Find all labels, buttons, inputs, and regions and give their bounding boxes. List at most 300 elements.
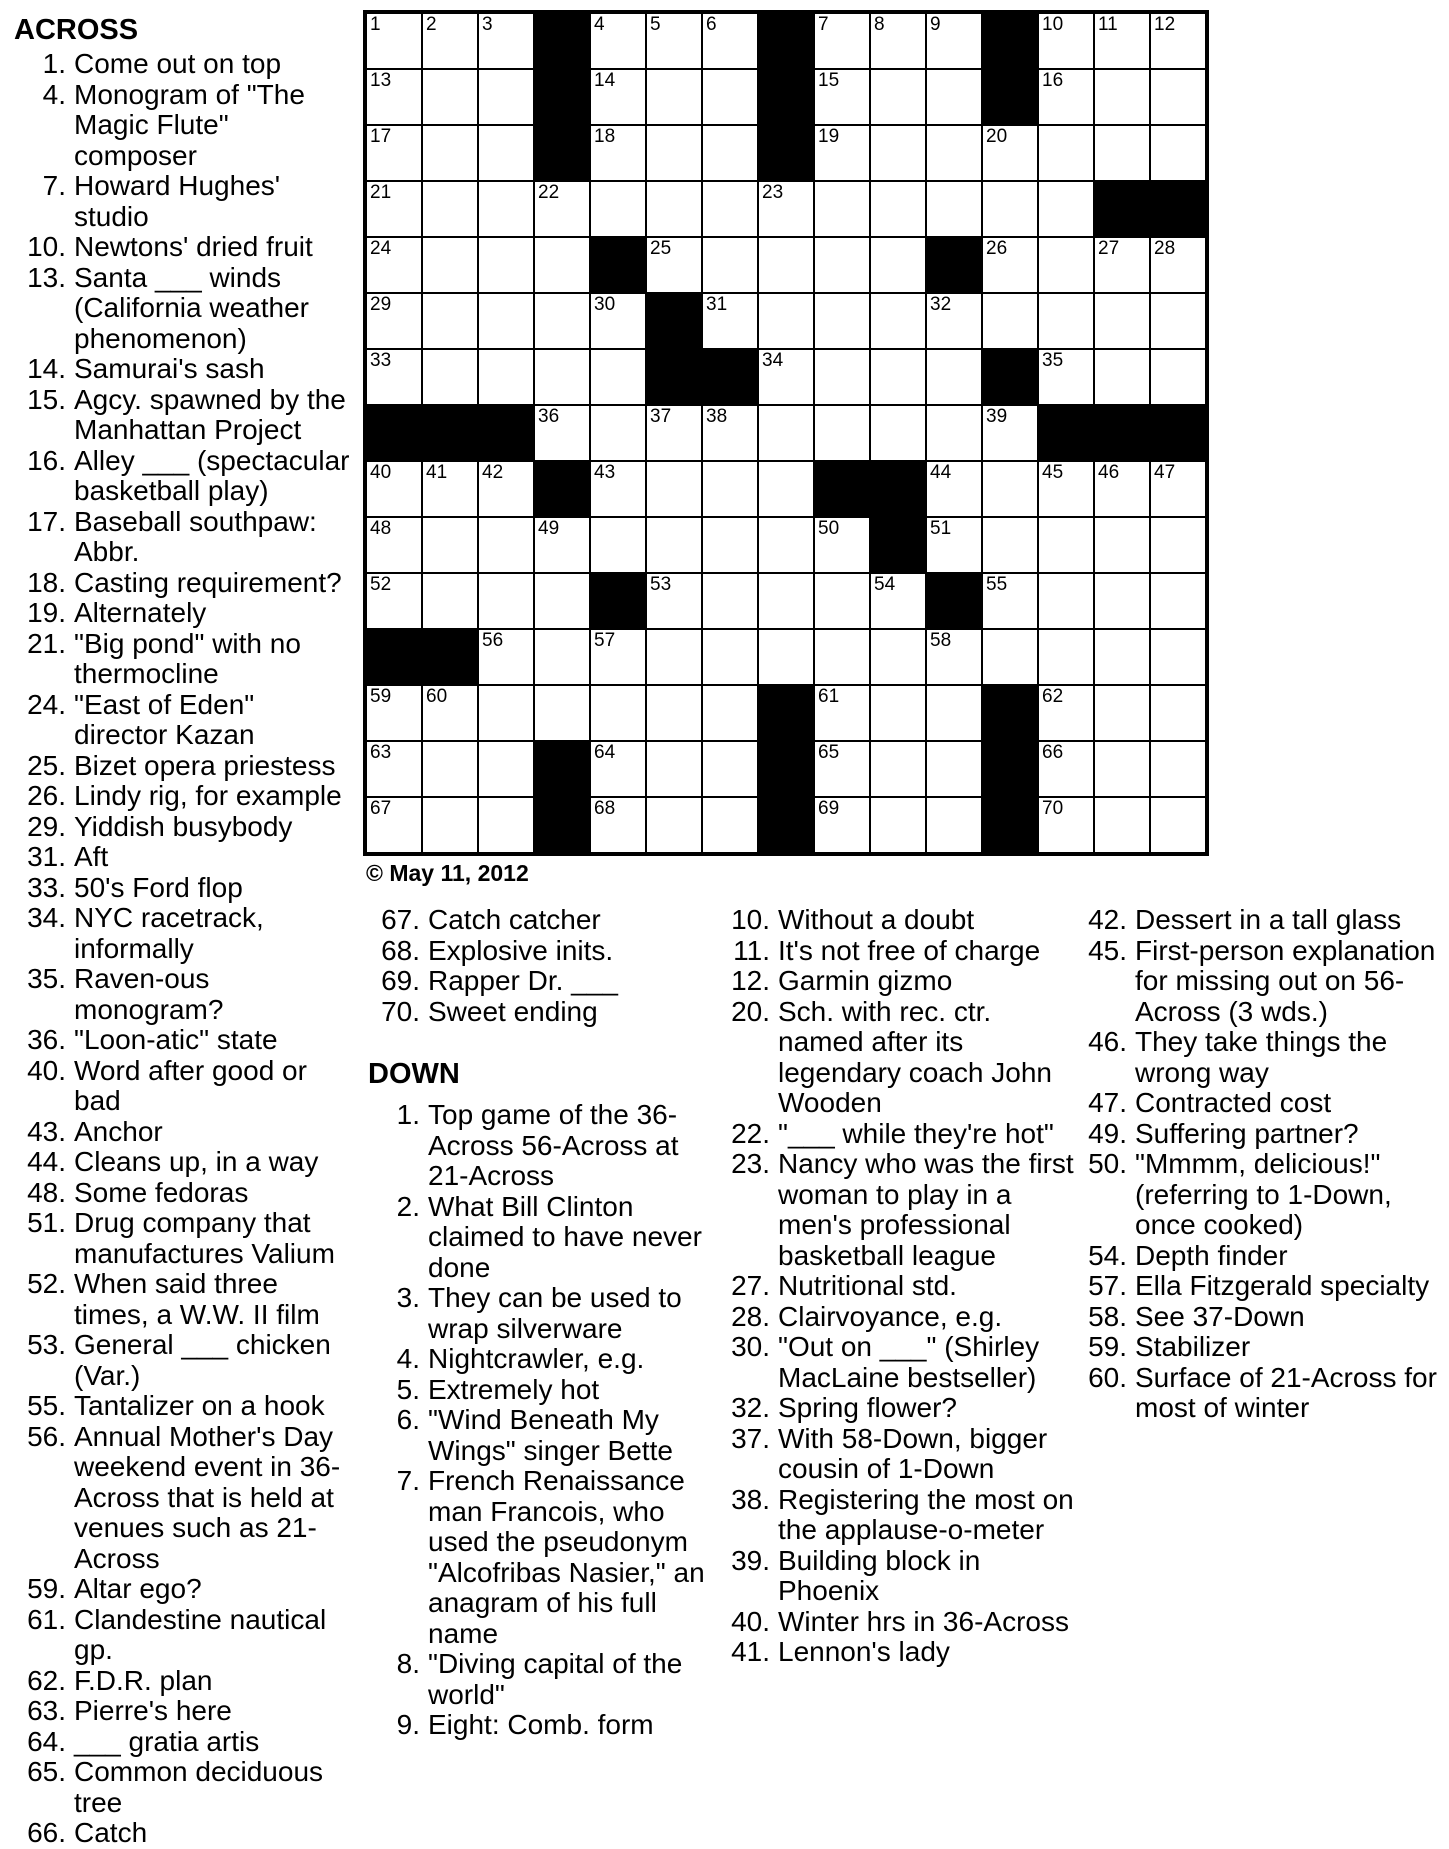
grid-cell[interactable] <box>815 14 869 68</box>
grid-cell[interactable] <box>815 518 869 572</box>
grid-cell[interactable] <box>591 350 645 404</box>
grid-cell[interactable] <box>535 294 589 348</box>
grid-cell[interactable] <box>1095 518 1149 572</box>
grid-cell[interactable] <box>1151 742 1205 796</box>
grid-cell[interactable] <box>815 686 869 740</box>
grid-cell[interactable] <box>871 406 925 460</box>
grid-cell[interactable] <box>1151 518 1205 572</box>
grid-cell[interactable] <box>591 462 645 516</box>
grid-cell[interactable] <box>647 630 701 684</box>
clue-text: Sch. with rec. ctr. named after its legendary coach John Wooden <box>778 995 1052 1118</box>
grid-cell[interactable] <box>1095 630 1149 684</box>
grid-cell[interactable] <box>815 294 869 348</box>
grid-cell[interactable] <box>703 574 757 628</box>
down-heading: DOWN <box>368 1058 460 1090</box>
clue-text: When said three times, a W.W. II film <box>74 1268 320 1330</box>
grid-cell-black <box>815 462 869 516</box>
grid-cell[interactable] <box>703 70 757 124</box>
grid-cell[interactable] <box>871 14 925 68</box>
grid-cell[interactable] <box>647 518 701 572</box>
grid-cell-number: 13 <box>370 70 392 91</box>
grid-cell[interactable] <box>1039 126 1093 180</box>
clue-item <box>14 385 354 446</box>
clue-number: 3. <box>396 1282 420 1313</box>
grid-cell[interactable] <box>1039 294 1093 348</box>
clue-item <box>14 1025 354 1056</box>
clue-text: Stabilizer <box>1135 1331 1251 1362</box>
grid-cell[interactable] <box>367 14 421 68</box>
grid-cell[interactable] <box>815 742 869 796</box>
grid-cell-number: 67 <box>370 798 392 819</box>
grid-cell[interactable] <box>703 798 757 852</box>
clue-number: 32. <box>731 1392 770 1423</box>
grid-cell[interactable] <box>479 462 533 516</box>
grid-cell[interactable] <box>1151 126 1205 180</box>
grid-cell[interactable] <box>1039 350 1093 404</box>
grid-cell[interactable] <box>591 182 645 236</box>
grid-cell[interactable] <box>815 350 869 404</box>
grid-cell[interactable] <box>759 574 813 628</box>
grid-cell[interactable] <box>1151 294 1205 348</box>
clue-item <box>14 232 354 263</box>
grid-cell[interactable] <box>1151 14 1205 68</box>
grid-cell[interactable] <box>1095 742 1149 796</box>
clue-item <box>1075 1088 1445 1119</box>
grid-cell[interactable] <box>647 686 701 740</box>
grid-cell-number: 6 <box>706 14 717 35</box>
grid-cell[interactable] <box>927 126 981 180</box>
grid-cell[interactable] <box>703 742 757 796</box>
grid-cell[interactable] <box>815 238 869 292</box>
clue-item <box>1075 905 1445 936</box>
grid-cell-black <box>1151 182 1205 236</box>
grid-cell[interactable] <box>983 630 1037 684</box>
clue-text: NYC racetrack, informally <box>74 902 264 964</box>
grid-cell-number: 18 <box>594 126 616 147</box>
clue-item <box>14 1727 354 1758</box>
grid-cell[interactable] <box>927 462 981 516</box>
grid-cell[interactable] <box>871 686 925 740</box>
grid-cell[interactable] <box>647 70 701 124</box>
grid-cell-number: 17 <box>370 126 392 147</box>
clue-item <box>14 1818 354 1849</box>
clue-item <box>14 1574 354 1605</box>
grid-cell[interactable] <box>591 518 645 572</box>
grid-cell[interactable] <box>647 462 701 516</box>
grid-cell[interactable] <box>703 238 757 292</box>
grid-cell[interactable] <box>1039 238 1093 292</box>
down-clues-column-2 <box>718 905 1080 1668</box>
grid-cell[interactable] <box>591 686 645 740</box>
clue-number: 16. <box>27 444 66 476</box>
grid-cell[interactable] <box>815 630 869 684</box>
clue-number: 23. <box>731 1148 770 1179</box>
grid-cell[interactable] <box>927 742 981 796</box>
grid-cell[interactable] <box>367 238 421 292</box>
grid-cell[interactable] <box>535 518 589 572</box>
grid-cell[interactable] <box>1151 798 1205 852</box>
grid-cell[interactable] <box>423 798 477 852</box>
grid-cell-black <box>983 350 1037 404</box>
grid-cell[interactable] <box>367 518 421 572</box>
grid-cell-number: 51 <box>930 518 952 539</box>
grid-cell[interactable] <box>423 742 477 796</box>
grid-cell[interactable] <box>1039 686 1093 740</box>
grid-cell-black <box>423 630 477 684</box>
grid-cell[interactable] <box>535 350 589 404</box>
clue-item <box>14 1666 354 1697</box>
clue-item <box>718 1637 1080 1668</box>
clue-number: 10. <box>27 231 66 262</box>
grid-cell[interactable] <box>871 70 925 124</box>
clue-item <box>718 1119 1080 1150</box>
grid-cell[interactable] <box>1151 574 1205 628</box>
grid-cell-black <box>1151 406 1205 460</box>
grid-cell[interactable] <box>423 574 477 628</box>
grid-cell[interactable] <box>1039 518 1093 572</box>
grid-cell-black <box>535 126 589 180</box>
grid-cell[interactable] <box>703 630 757 684</box>
grid-cell[interactable] <box>759 350 813 404</box>
grid-cell[interactable] <box>927 406 981 460</box>
grid-cell[interactable] <box>535 686 589 740</box>
grid-cell[interactable] <box>983 518 1037 572</box>
grid-cell[interactable] <box>1095 462 1149 516</box>
grid-cell[interactable] <box>1095 686 1149 740</box>
clue-number: 57. <box>1088 1270 1127 1301</box>
grid-cell[interactable] <box>591 406 645 460</box>
clue-number: 44. <box>27 1146 66 1177</box>
clue-item <box>14 751 354 782</box>
grid-cell[interactable] <box>647 798 701 852</box>
grid-cell[interactable] <box>983 294 1037 348</box>
clue-number: 13. <box>27 261 66 293</box>
clue-text: Sweet ending <box>428 995 598 1027</box>
grid-cell[interactable] <box>1039 630 1093 684</box>
clue-text: "Big pond" with no thermocline <box>74 627 301 689</box>
grid-cell-black <box>759 70 813 124</box>
grid-cell[interactable] <box>367 294 421 348</box>
clue-number: 68. <box>381 934 420 966</box>
grid-cell[interactable] <box>647 14 701 68</box>
grid-cell[interactable] <box>367 574 421 628</box>
grid-cell[interactable] <box>1095 126 1149 180</box>
grid-cell[interactable] <box>871 350 925 404</box>
grid-cell[interactable] <box>871 182 925 236</box>
grid-cell[interactable] <box>479 630 533 684</box>
grid-cell-number: 33 <box>370 350 392 371</box>
clue-number: 52. <box>27 1268 66 1299</box>
grid-cell-number: 48 <box>370 518 392 539</box>
grid-cell[interactable] <box>479 742 533 796</box>
grid-cell[interactable] <box>759 238 813 292</box>
grid-cell[interactable] <box>535 574 589 628</box>
grid-cell-number: 10 <box>1042 14 1064 35</box>
grid-cell[interactable] <box>759 294 813 348</box>
clue-text: Nightcrawler, e.g. <box>428 1343 645 1374</box>
clue-number: 26. <box>27 780 66 811</box>
clue-item <box>1075 1119 1445 1150</box>
grid-cell[interactable] <box>647 238 701 292</box>
grid-cell[interactable] <box>983 462 1037 516</box>
grid-cell[interactable] <box>591 14 645 68</box>
grid-cell[interactable] <box>591 294 645 348</box>
grid-cell[interactable] <box>1039 798 1093 852</box>
grid-cell[interactable] <box>871 238 925 292</box>
grid-cell[interactable] <box>815 70 869 124</box>
grid-cell-black <box>1095 182 1149 236</box>
grid-cell[interactable] <box>1095 70 1149 124</box>
grid-cell-black <box>927 238 981 292</box>
grid-cell[interactable] <box>367 686 421 740</box>
grid-cell-black <box>759 742 813 796</box>
grid-cell[interactable] <box>1039 574 1093 628</box>
grid-cell[interactable] <box>815 182 869 236</box>
grid-cell[interactable] <box>871 742 925 796</box>
clue-number: 35. <box>27 963 66 994</box>
clue-item <box>1075 936 1445 1028</box>
grid-cell[interactable] <box>647 182 701 236</box>
crossword-grid[interactable] <box>363 10 1209 856</box>
grid-cell[interactable] <box>927 14 981 68</box>
grid-cell[interactable] <box>535 406 589 460</box>
clue-item <box>1075 1332 1445 1363</box>
grid-cell[interactable] <box>647 742 701 796</box>
grid-cell-number: 41 <box>426 462 448 483</box>
grid-cell-number: 2 <box>426 14 437 35</box>
clue-item <box>368 1100 716 1192</box>
grid-cell[interactable] <box>983 574 1037 628</box>
grid-cell[interactable] <box>535 630 589 684</box>
grid-cell-number: 31 <box>706 294 728 315</box>
grid-cell[interactable] <box>479 350 533 404</box>
grid-cell[interactable] <box>703 406 757 460</box>
clue-number: 45. <box>1088 934 1127 966</box>
grid-cell[interactable] <box>423 350 477 404</box>
grid-cell[interactable] <box>423 518 477 572</box>
grid-cell[interactable] <box>759 630 813 684</box>
grid-cell[interactable] <box>703 686 757 740</box>
grid-cell[interactable] <box>927 798 981 852</box>
grid-cell[interactable] <box>591 630 645 684</box>
grid-cell[interactable] <box>871 630 925 684</box>
clue-text: Lennon's lady <box>778 1636 950 1667</box>
clue-number: 22. <box>731 1117 770 1149</box>
clue-text: Surface of 21-Across for most of winter <box>1135 1361 1437 1423</box>
grid-cell[interactable] <box>1039 70 1093 124</box>
grid-cell[interactable] <box>983 126 1037 180</box>
grid-cell[interactable] <box>1151 238 1205 292</box>
grid-cell[interactable] <box>703 182 757 236</box>
grid-cell[interactable] <box>1095 574 1149 628</box>
grid-cell[interactable] <box>1095 294 1149 348</box>
grid-cell[interactable] <box>367 462 421 516</box>
grid-cell[interactable] <box>703 126 757 180</box>
clue-text: Without a doubt <box>778 904 975 935</box>
clue-item <box>14 1422 354 1575</box>
grid-cell[interactable] <box>871 126 925 180</box>
clue-item <box>14 263 354 355</box>
grid-cell[interactable] <box>703 14 757 68</box>
clue-text: Depth finder <box>1135 1239 1288 1271</box>
grid-cell[interactable] <box>759 182 813 236</box>
grid-cell[interactable] <box>479 14 533 68</box>
grid-cell[interactable] <box>815 406 869 460</box>
grid-cell[interactable] <box>423 294 477 348</box>
clue-item <box>368 1466 716 1649</box>
grid-cell[interactable] <box>927 630 981 684</box>
grid-cell[interactable] <box>1039 14 1093 68</box>
grid-cell-black <box>535 798 589 852</box>
grid-cell[interactable] <box>927 182 981 236</box>
grid-cell[interactable] <box>815 574 869 628</box>
grid-cell[interactable] <box>423 238 477 292</box>
clue-text: Contracted cost <box>1135 1087 1332 1118</box>
grid-cell-number: 7 <box>818 14 829 35</box>
clue-number: 17. <box>27 505 66 537</box>
clue-text: Yiddish busybody <box>74 810 293 842</box>
grid-cell-black <box>871 518 925 572</box>
grid-cell[interactable] <box>591 742 645 796</box>
clue-number: 60. <box>1088 1361 1127 1393</box>
clue-number: 66. <box>27 1817 66 1848</box>
clue-text: Top game of the 36-Across 56-Across at 21-Across <box>428 1099 679 1191</box>
grid-cell[interactable] <box>479 798 533 852</box>
grid-cell[interactable] <box>983 182 1037 236</box>
grid-cell[interactable] <box>1039 462 1093 516</box>
grid-cell[interactable] <box>535 238 589 292</box>
grid-cell-number: 43 <box>594 462 616 483</box>
grid-cell-black <box>983 798 1037 852</box>
grid-cell-number: 54 <box>874 574 896 595</box>
grid-cell[interactable] <box>1095 238 1149 292</box>
grid-cell[interactable] <box>479 126 533 180</box>
grid-cell[interactable] <box>983 238 1037 292</box>
grid-cell[interactable] <box>479 182 533 236</box>
grid-cell[interactable] <box>591 70 645 124</box>
grid-cell-number: 47 <box>1154 462 1176 483</box>
grid-cell[interactable] <box>1151 350 1205 404</box>
grid-cell[interactable] <box>1095 14 1149 68</box>
grid-cell[interactable] <box>1095 798 1149 852</box>
grid-cell-number: 37 <box>650 406 672 427</box>
grid-cell[interactable] <box>423 70 477 124</box>
grid-cell[interactable] <box>647 406 701 460</box>
grid-cell[interactable] <box>479 294 533 348</box>
clue-text: What Bill Clinton claimed to have never done <box>428 1190 702 1283</box>
clue-text: Spring flower? <box>778 1392 957 1423</box>
grid-cell[interactable] <box>423 182 477 236</box>
grid-cell-black <box>591 574 645 628</box>
grid-cell[interactable] <box>871 294 925 348</box>
grid-cell[interactable] <box>591 798 645 852</box>
grid-cell[interactable] <box>815 126 869 180</box>
grid-cell[interactable] <box>647 126 701 180</box>
grid-cell-number: 15 <box>818 70 840 91</box>
grid-cell[interactable] <box>367 70 421 124</box>
grid-cell[interactable] <box>1039 742 1093 796</box>
grid-cell[interactable] <box>871 798 925 852</box>
grid-cell[interactable] <box>423 462 477 516</box>
grid-cell[interactable] <box>927 686 981 740</box>
grid-cell[interactable] <box>423 14 477 68</box>
clue-text: Drug company that manufactures Valium <box>74 1207 335 1269</box>
grid-cell[interactable] <box>423 686 477 740</box>
across-clues-column-1 <box>14 49 354 1849</box>
grid-cell-black <box>535 70 589 124</box>
grid-cell[interactable] <box>927 350 981 404</box>
grid-cell-number: 64 <box>594 742 616 763</box>
grid-cell[interactable] <box>1151 686 1205 740</box>
grid-cell[interactable] <box>927 518 981 572</box>
grid-cell-black <box>647 294 701 348</box>
grid-cell[interactable] <box>759 462 813 516</box>
grid-cell[interactable] <box>927 294 981 348</box>
grid-cell[interactable] <box>367 126 421 180</box>
grid-cell[interactable] <box>759 518 813 572</box>
clue-item <box>368 997 690 1028</box>
grid-cell[interactable] <box>703 294 757 348</box>
clue-text: With 58-Down, bigger cousin of 1-Down <box>778 1422 1048 1484</box>
grid-cell[interactable] <box>479 70 533 124</box>
clue-text: See 37-Down <box>1135 1300 1305 1332</box>
grid-cell[interactable] <box>983 406 1037 460</box>
grid-cell-number: 63 <box>370 742 392 763</box>
grid-cell-number: 49 <box>538 518 560 539</box>
grid-cell-number: 59 <box>370 686 392 707</box>
clue-text: Registering the most on the applause-o-meter <box>778 1483 1074 1545</box>
grid-cell[interactable] <box>815 798 869 852</box>
grid-cell[interactable] <box>479 574 533 628</box>
grid-cell[interactable] <box>1095 350 1149 404</box>
grid-cell[interactable] <box>479 518 533 572</box>
grid-cell[interactable] <box>1151 70 1205 124</box>
grid-cell[interactable] <box>1039 182 1093 236</box>
clue-text: Howard Hughes' studio <box>74 170 281 232</box>
grid-cell[interactable] <box>479 238 533 292</box>
clue-text: "Loon-atic" state <box>74 1024 278 1055</box>
grid-cell[interactable] <box>703 518 757 572</box>
grid-cell[interactable] <box>423 126 477 180</box>
grid-cell[interactable] <box>591 126 645 180</box>
grid-cell[interactable] <box>871 574 925 628</box>
clue-number: 30. <box>731 1331 770 1362</box>
grid-cell[interactable] <box>367 742 421 796</box>
clue-number: 58. <box>1088 1300 1127 1332</box>
grid-cell[interactable] <box>1151 630 1205 684</box>
grid-cell[interactable] <box>703 462 757 516</box>
clue-item <box>718 1149 1080 1271</box>
grid-cell-number: 68 <box>594 798 616 819</box>
grid-cell[interactable] <box>367 182 421 236</box>
grid-cell-black <box>983 14 1037 68</box>
grid-cell[interactable] <box>647 574 701 628</box>
clue-item <box>368 1283 716 1344</box>
clue-text: It's not free of charge <box>778 934 1041 966</box>
clue-text: Suffering partner? <box>1135 1117 1359 1149</box>
grid-cell[interactable] <box>535 182 589 236</box>
grid-cell[interactable] <box>927 70 981 124</box>
grid-cell[interactable] <box>1151 462 1205 516</box>
grid-cell[interactable] <box>367 798 421 852</box>
grid-cell[interactable] <box>367 350 421 404</box>
clue-text: "___ while they're hot" <box>778 1117 1054 1149</box>
clue-text: "Diving capital of the world" <box>428 1648 683 1710</box>
grid-cell[interactable] <box>479 686 533 740</box>
grid-cell-number: 52 <box>370 574 392 595</box>
clue-text: Newtons' dried fruit <box>74 231 313 262</box>
grid-cell[interactable] <box>759 406 813 460</box>
